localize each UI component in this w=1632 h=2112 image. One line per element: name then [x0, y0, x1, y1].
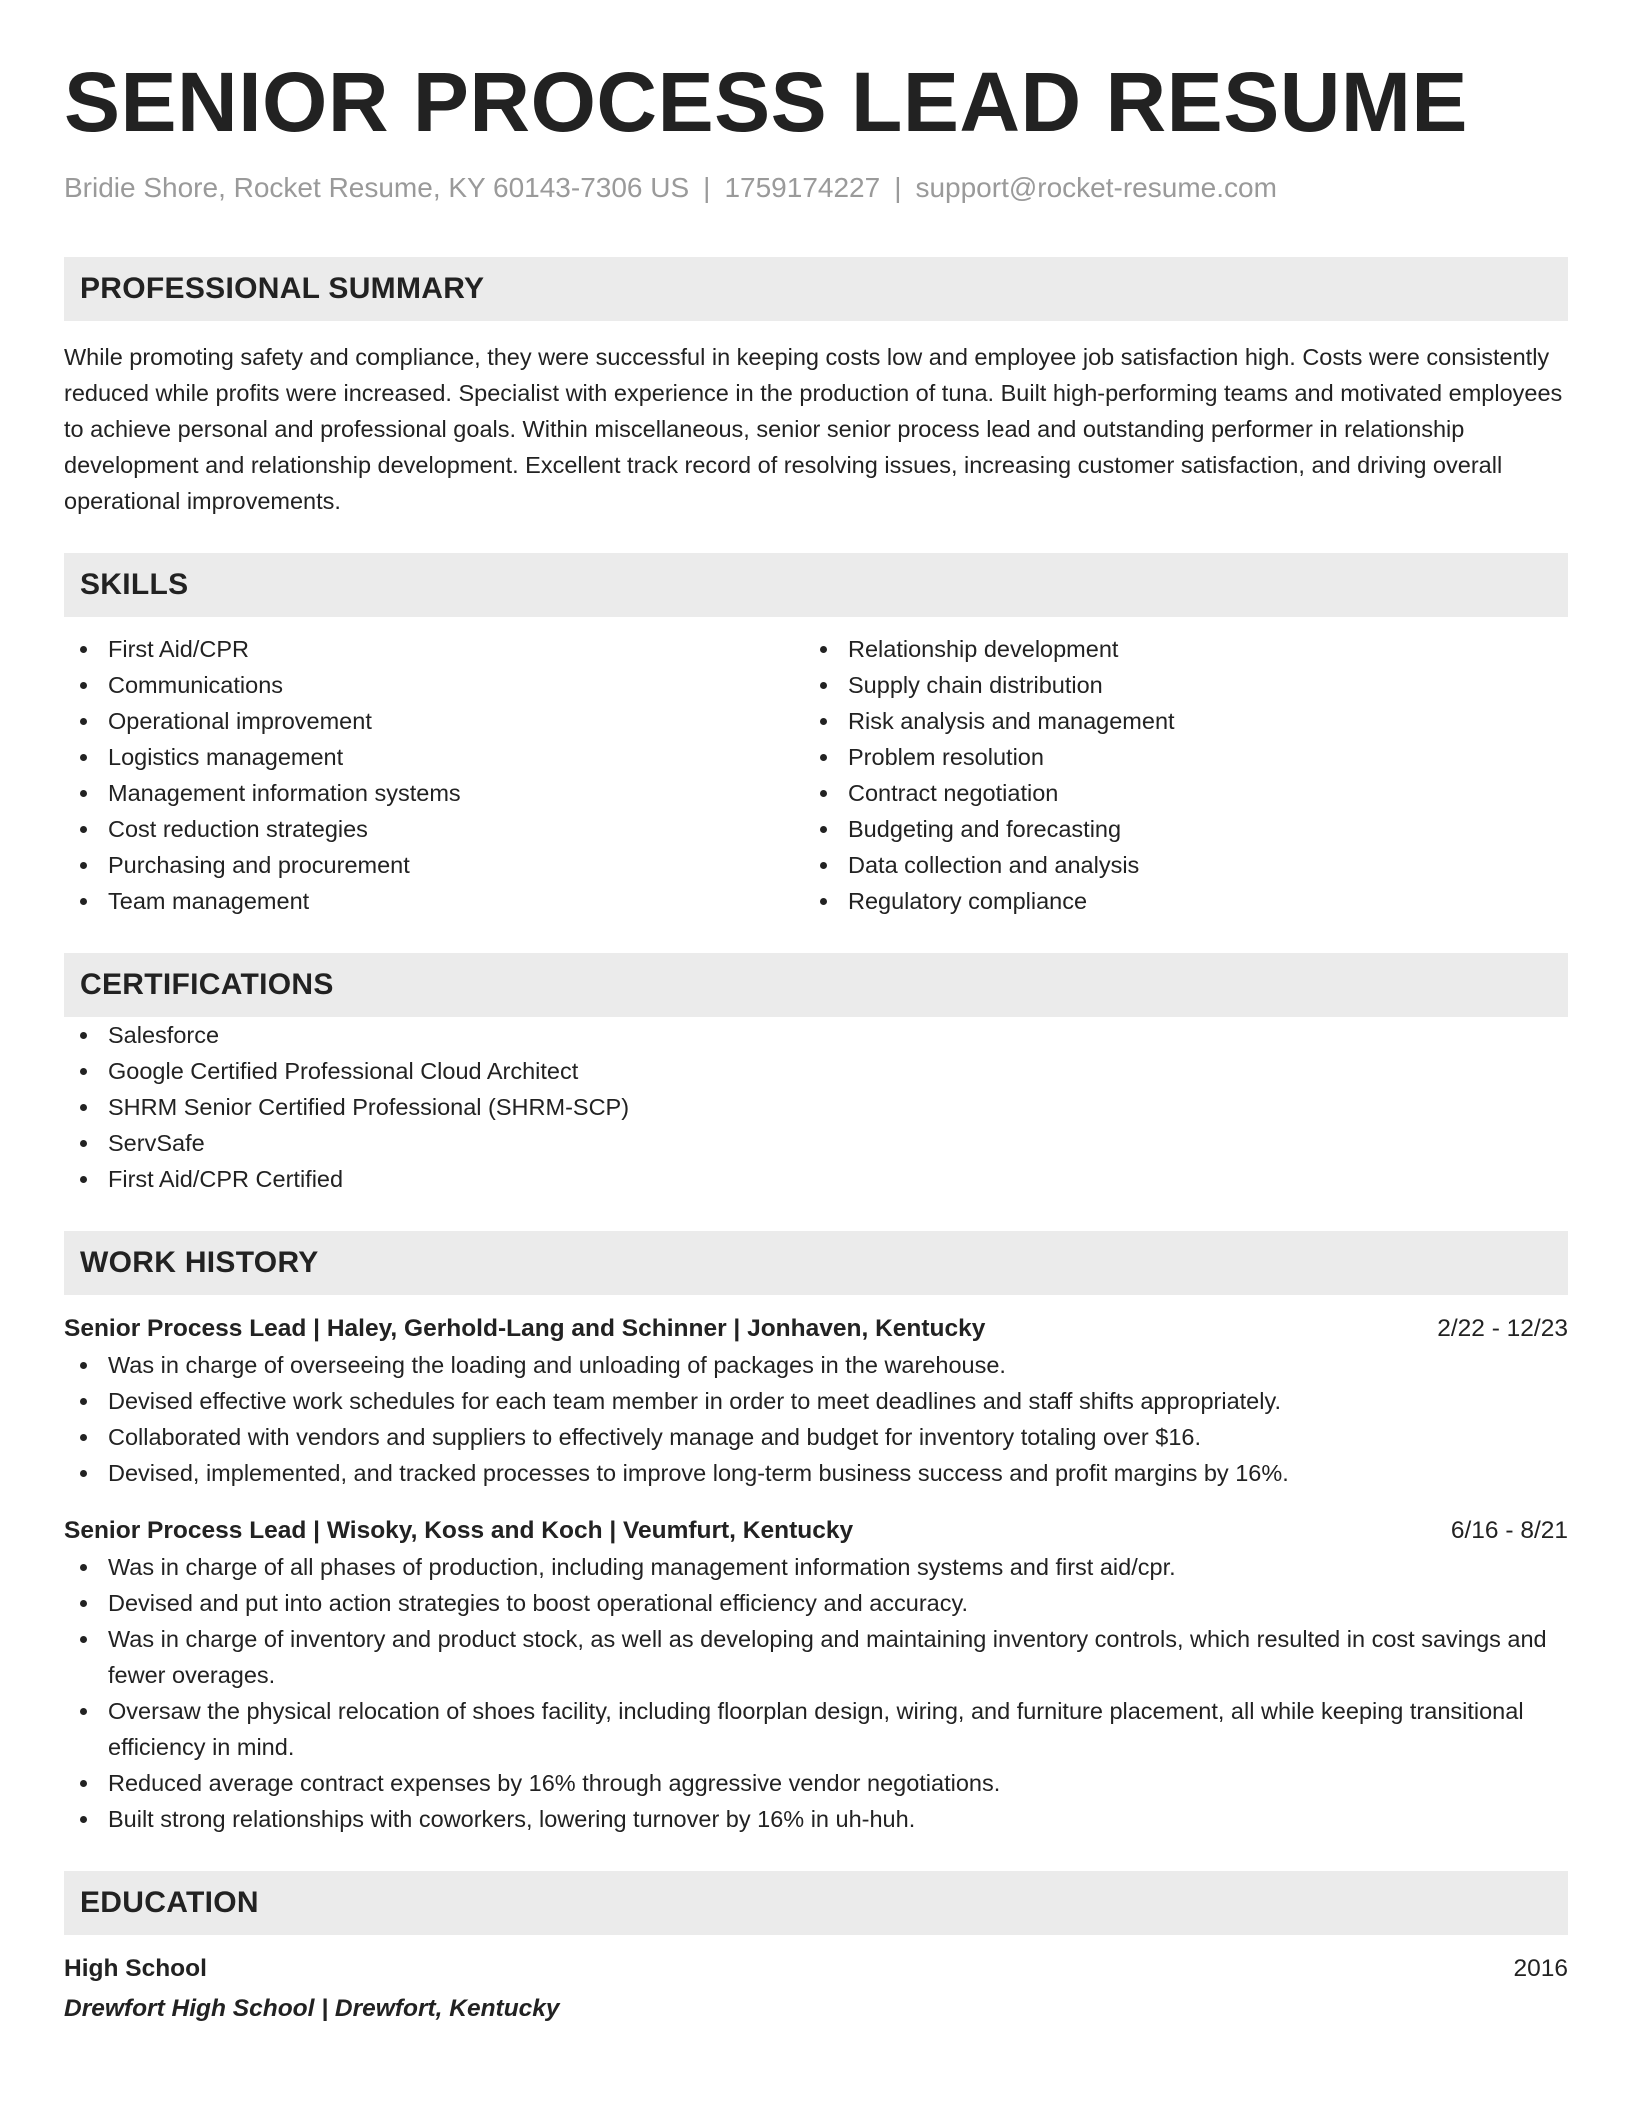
- certification-item: SHRM Senior Certified Professional (SHRM-SCP): [64, 1089, 1568, 1125]
- skill-item: Problem resolution: [804, 739, 1544, 775]
- contact-address: Bridie Shore, Rocket Resume, KY 60143-7306 US: [64, 172, 690, 203]
- job-entry: [64, 1513, 1568, 1837]
- contact-phone: 1759174227: [724, 172, 881, 203]
- job-bullet: Devised, implemented, and tracked processes to improve long-term business success and profit margins by 16%.: [64, 1455, 1568, 1491]
- job-bullet-list: [64, 1549, 1568, 1837]
- section-heading-summary: PROFESSIONAL SUMMARY: [64, 257, 1568, 321]
- certification-item: ServSafe: [64, 1125, 1568, 1161]
- job-header: [64, 1311, 1568, 1347]
- section-heading-education: EDUCATION: [64, 1871, 1568, 1935]
- job-bullet: Built strong relationships with coworkers, lowering turnover by 16% in uh-huh.: [64, 1801, 1568, 1837]
- skill-item: Management information systems: [64, 775, 804, 811]
- skill-item: Team management: [64, 883, 804, 919]
- skill-item: First Aid/CPR: [64, 631, 804, 667]
- summary-text: While promoting safety and compliance, they were successful in keeping costs low and employee job satisfaction high. Costs were consistently reduced while profits were increased. Specialist with experience in the production of tuna. Built high-performing teams and motivated employees to achieve personal and professional goals. Within miscellaneous, senior senior process lead and outstanding performer in relationship development and relationship development. Excellent track record of resolving issues, increasing customer satisfaction, and driving overall operational improvements.: [64, 344, 1563, 514]
- skill-item: Contract negotiation: [804, 775, 1544, 811]
- job-dates: 6/16 - 8/21: [1450, 1517, 1568, 1544]
- job-bullet-list: [64, 1347, 1568, 1491]
- certifications-list: [64, 1017, 1568, 1197]
- contact-line: [64, 170, 1568, 206]
- skill-item: Communications: [64, 667, 804, 703]
- contact-separator: |: [703, 172, 711, 203]
- skill-item: Logistics management: [64, 739, 804, 775]
- job-bullet: Oversaw the physical relocation of shoes facility, including floorplan design, wiring, and furniture placement, all while keeping transitional efficiency in mind.: [64, 1693, 1568, 1765]
- job-bullet: Was in charge of inventory and product stock, as well as developing and maintaining inventory controls, which resulted in cost savings and fewer overages.: [64, 1621, 1568, 1693]
- education-year: 2016: [1513, 1955, 1568, 1982]
- contact-separator: |: [894, 172, 902, 203]
- skill-item: Regulatory compliance: [804, 883, 1544, 919]
- skill-item: Purchasing and procurement: [64, 847, 804, 883]
- contact-email: support@rocket-resume.com: [915, 172, 1277, 203]
- job-bullet: Was in charge of overseeing the loading and unloading of packages in the warehouse.: [64, 1347, 1568, 1383]
- skill-item: Risk analysis and management: [804, 703, 1544, 739]
- skills-list-left: [64, 631, 804, 919]
- job-bullet: Devised and put into action strategies to boost operational efficiency and accuracy.: [64, 1585, 1568, 1621]
- skills-list-right: [804, 631, 1544, 919]
- job-bullet: Reduced average contract expenses by 16% through aggressive vendor negotiations.: [64, 1765, 1568, 1801]
- skill-item: Budgeting and forecasting: [804, 811, 1544, 847]
- skill-item: Operational improvement: [64, 703, 804, 739]
- job-entry: [64, 1311, 1568, 1491]
- skills-grid: [64, 631, 1568, 919]
- job-bullet: Was in charge of all phases of production, including management information systems and first aid/cpr.: [64, 1549, 1568, 1585]
- section-heading-certifications: CERTIFICATIONS: [64, 953, 1568, 1017]
- job-bullet: Collaborated with vendors and suppliers to effectively manage and budget for inventory totaling over $16.: [64, 1419, 1568, 1455]
- job-title: Senior Process Lead | Haley, Gerhold-Lang and Schinner | Jonhaven, Kentucky: [64, 1315, 986, 1342]
- education-header: [64, 1951, 1568, 1987]
- skill-item: Data collection and analysis: [804, 847, 1544, 883]
- education-school: Drewfort High School | Drewfort, Kentucky: [64, 1995, 560, 2022]
- certification-item: First Aid/CPR Certified: [64, 1161, 1568, 1197]
- job-header: [64, 1513, 1568, 1549]
- job-bullet: Devised effective work schedules for each team member in order to meet deadlines and staff shifts appropriately.: [64, 1383, 1568, 1419]
- job-title: Senior Process Lead | Wisoky, Koss and Koch | Veumfurt, Kentucky: [64, 1517, 854, 1544]
- section-heading-skills: SKILLS: [64, 553, 1568, 617]
- skill-item: Supply chain distribution: [804, 667, 1544, 703]
- skill-item: Relationship development: [804, 631, 1544, 667]
- section-heading-work-history: WORK HISTORY: [64, 1231, 1568, 1295]
- certification-item: Google Certified Professional Cloud Architect: [64, 1053, 1568, 1089]
- certification-item: Salesforce: [64, 1017, 1568, 1053]
- skill-item: Cost reduction strategies: [64, 811, 804, 847]
- job-dates: 2/22 - 12/23: [1437, 1315, 1568, 1342]
- education-degree: High School: [64, 1955, 207, 1982]
- resume-title: SENIOR PROCESS LEAD RESUME: [64, 55, 1468, 149]
